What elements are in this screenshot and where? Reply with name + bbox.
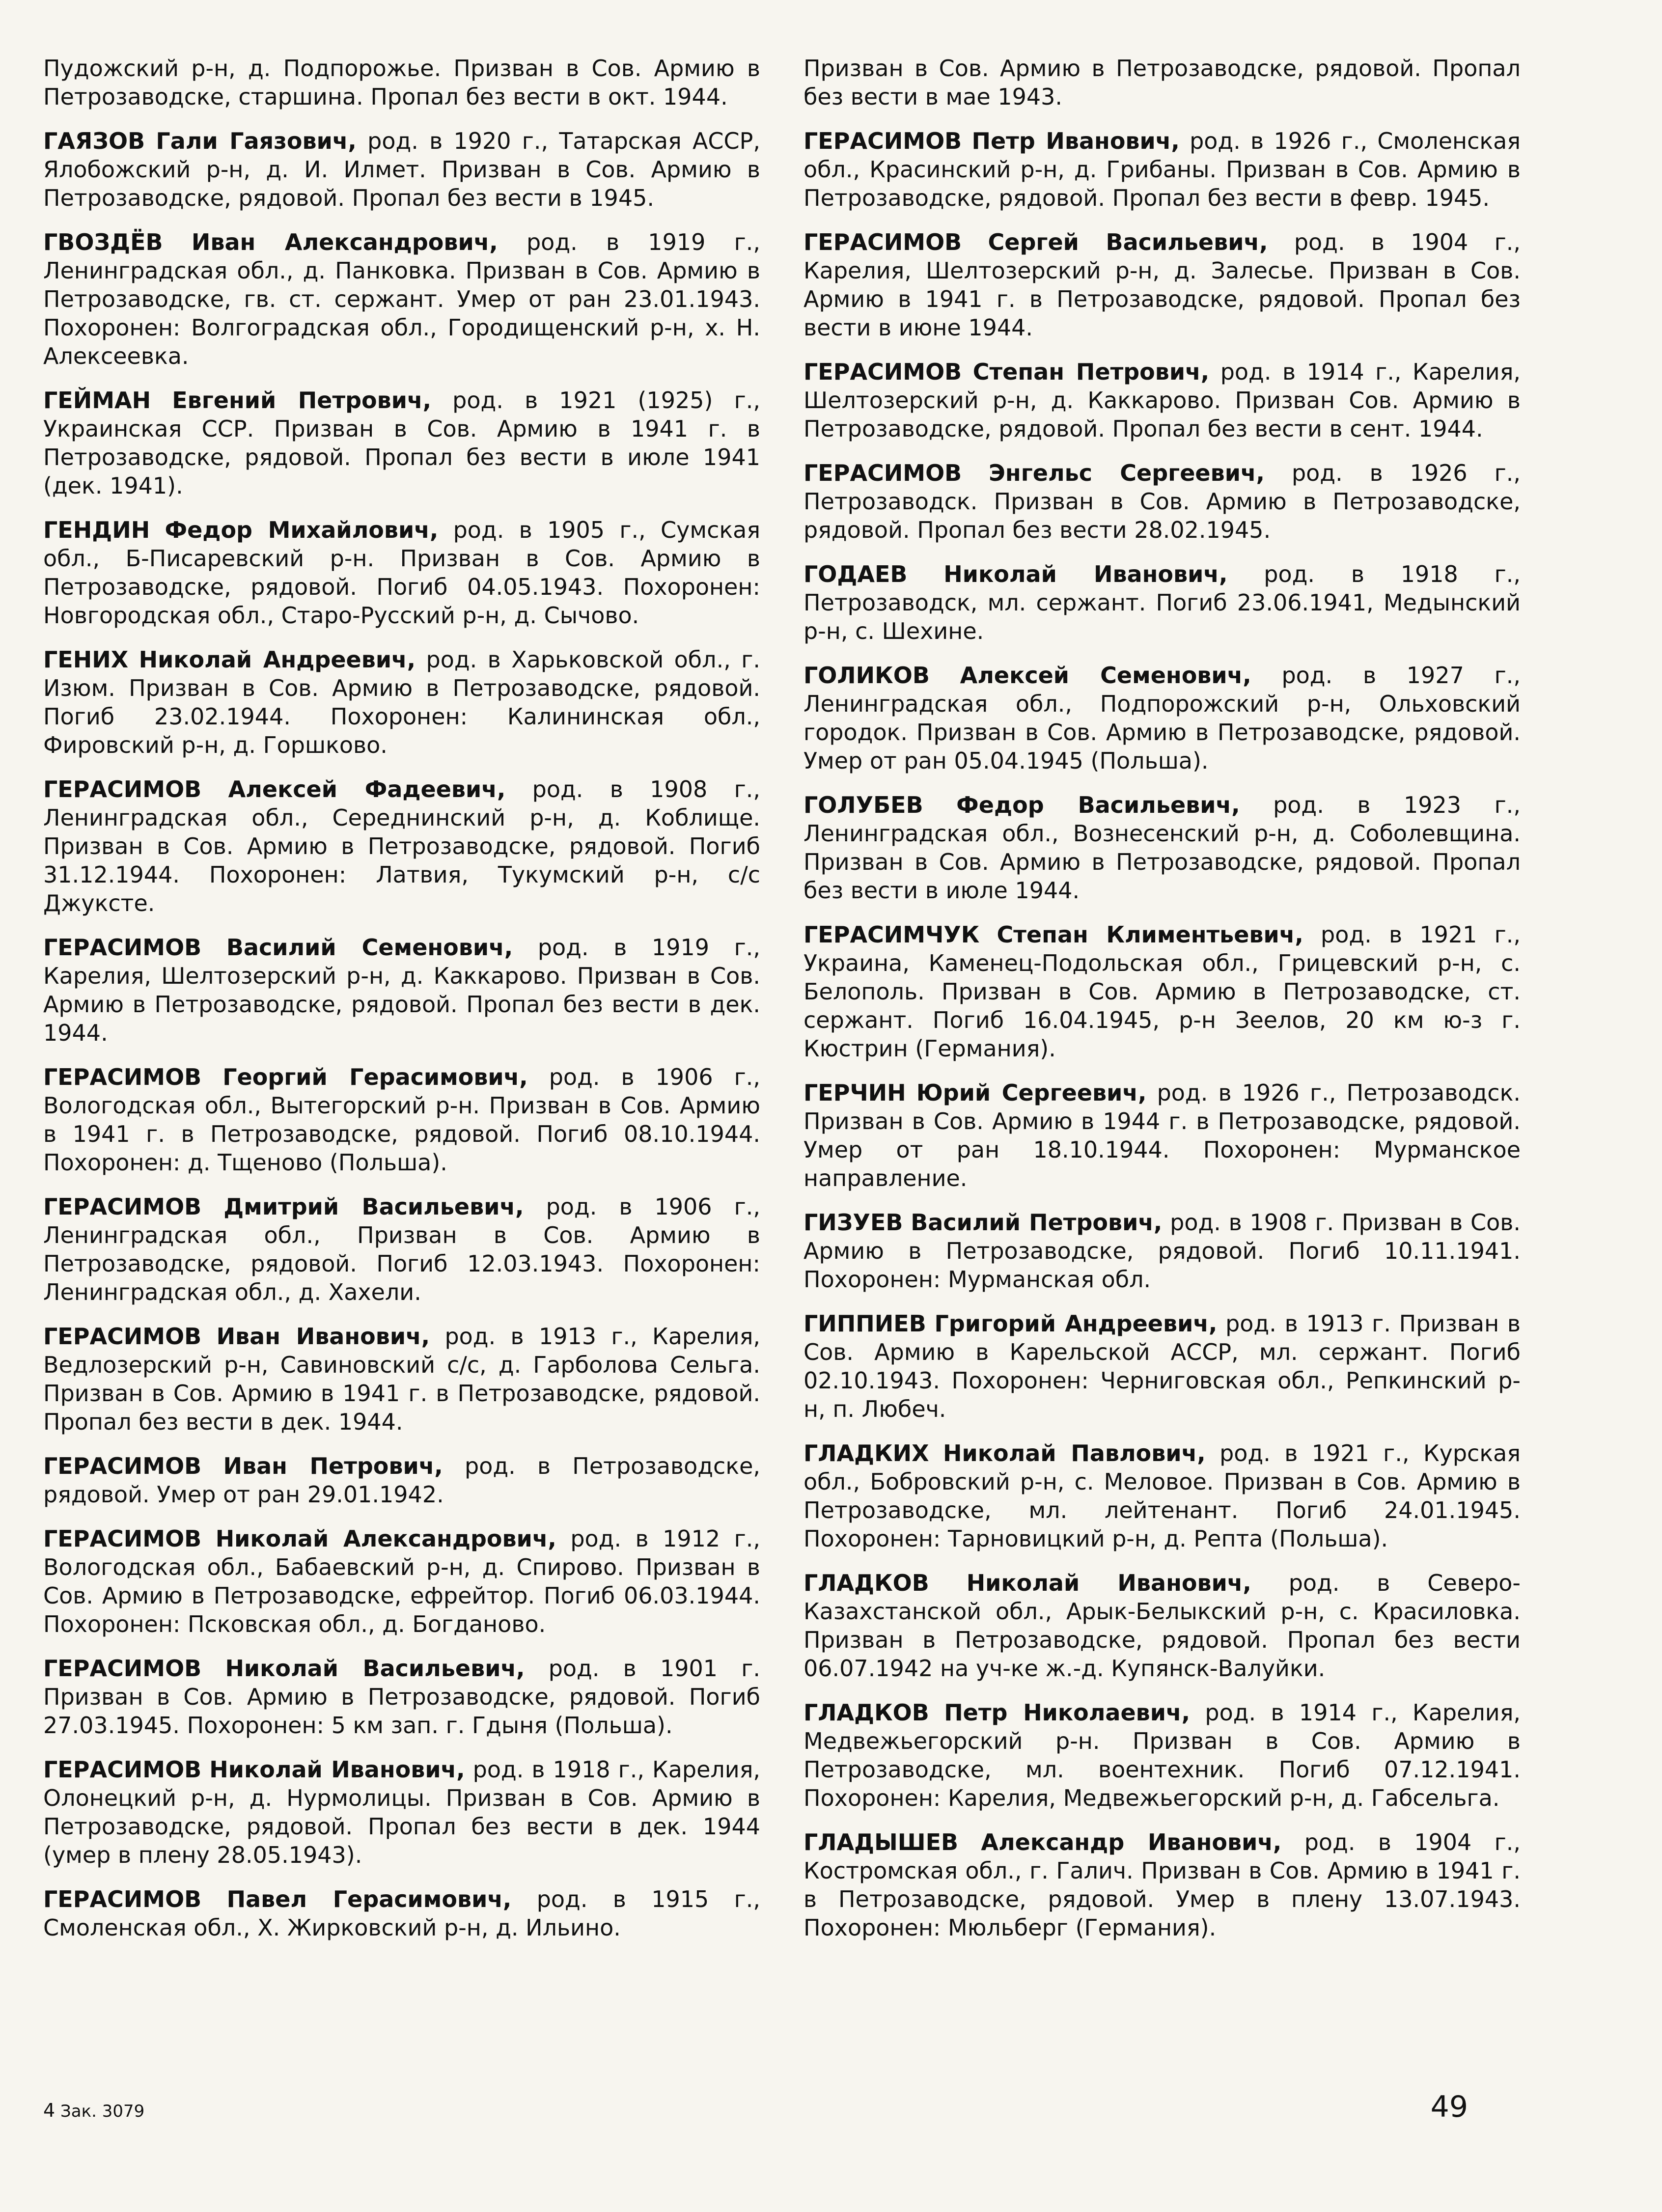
list-item [43,386,760,500]
entry-details: род. в Северо-Казахстанской обл., Арык-Белыкский р-н, с. Красиловка. Призван в Петрозаводске, рядовой. Пропал без вести 06.07.1942 на уч-ке ж.-д. Купянск-Валуйки. [803,1570,1521,1682]
entry-given-name: Степан Климентьевич, [997,921,1303,948]
entry-given-name: Алексей Семенович, [960,662,1251,689]
entry-surname: ГЕРАСИМОВ [43,1193,202,1220]
entry-surname: ГЕРАСИМОВ [43,1756,202,1783]
entry-given-name: Юрий Сергеевич, [916,1079,1147,1106]
list-item [43,1192,760,1306]
list-item [43,1322,760,1436]
signature-number: 4 [43,2100,55,2121]
entry-surname: ГЛАДКИХ [803,1440,929,1466]
order-note: Зак. 3079 [60,2101,145,2121]
entry-details: род. в 1926 г., Петрозаводск. Призван в Сов. Армию в Петрозаводске, рядовой. Пропал без вести 28.02.1945. [803,460,1521,543]
entry-details: род. в 1918 г., Петрозаводск, мл. сержант. Погиб 23.06.1941, Медынский р-н, с. Шехине. [803,561,1521,644]
entry-surname: ГЛАДЫШЕВ [803,1829,959,1855]
entry-surname: ГЕРАСИМОВ [803,128,962,154]
entry-given-name: Иван Иванович, [216,1323,430,1350]
entry-given-name: Николай Иванович, [943,561,1228,587]
entry-surname: ГЛАДКОВ [803,1570,929,1596]
entry-details: род. в 1915 г., Смоленская обл., Х. Жирковский р-н, д. Ильино. [43,1886,760,1941]
entry-details: род. в 1926 г., Петрозаводск. Призван в Сов. Армию в 1944 г. в Петрозаводске, рядовой. Умер от ран 18.10.1944. Похоронен: Мурманское направление. [803,1079,1521,1191]
entry-given-name: Федор Михайлович, [165,517,439,543]
list-item [43,933,760,1047]
left-column [43,54,760,1958]
entry-surname: ГЕНИХ [43,646,129,673]
entry-given-name: Георгий Герасимович, [222,1064,528,1090]
entry-given-name: Евгений Петрович, [172,387,432,414]
entry-given-name: Энгельс Сергеевич, [989,460,1265,486]
entry-details: род. в 1921 г., Курская обл., Бобровский р-н, с. Меловое. Призван в Сов. Армию в Петрозаводске, мл. лейтенант. Погиб 24.01.1945. Похоронен: Тарновицкий р-н, д. Репта (Польша). [803,1440,1521,1552]
entry-given-name: Дмитрий Васильевич, [223,1193,524,1220]
list-item [803,1078,1521,1192]
entry-surname: ГЕРАСИМОВ [43,1655,202,1682]
entry-given-name: Николай Иванович, [966,1570,1251,1596]
list-item [43,127,760,212]
list-item [43,1755,760,1869]
list-item [803,228,1521,342]
entry-details: род. в 1904 г., Костромская обл., г. Галич. Призван в Сов. Армию в 1941 г. в Петрозаводске, рядовой. Умер в плену 13.07.1943. Похоронен: Мюльберг (Германия). [803,1829,1521,1941]
list-item [803,459,1521,544]
continued-entry-text: Призван в Сов. Армию в Петрозаводске, рядовой. Пропал без вести в мае 1943. [803,55,1521,110]
list-item [43,516,760,630]
entry-surname: ГОДАЕВ [803,561,908,587]
list-item [43,1654,760,1740]
entry-given-name: Николай Иванович, [209,1756,465,1783]
entry-surname: ГЕРАСИМОВ [43,1064,202,1090]
entry-given-name: Гали Гаязович, [156,128,357,154]
right-column [803,54,1521,1958]
page-number: 49 [1430,2090,1468,2124]
entry-surname: ГВОЗДЁВ [43,229,163,255]
entry-given-name: Василий Семенович, [226,934,513,961]
list-item [803,358,1521,443]
entry-surname: ГЕРАСИМОВ [43,934,202,961]
entry-surname: ГЕРАСИМОВ [43,776,202,802]
list-item [803,661,1521,775]
printer-signature [43,2100,144,2121]
entry-details: род. в 1905 г., Сумская обл., Б-Писаревский р-н. Призван в Сов. Армию в Петрозаводске, рядовой. Погиб 04.05.1943. Похоронен: Новгородская обл., Старо-Русский р-н, д. Сычово. [43,517,761,629]
entry-details: род. в 1914 г., Карелия, Шелтозерский р-н, д. Каккарово. Призван Сов. Армию в Петрозаводске, рядовой. Пропал без вести в сент. 1944. [803,359,1521,442]
entry-surname: ГЕРАСИМОВ [43,1453,202,1479]
entry-given-name: Петр Николаевич, [944,1699,1191,1726]
entry-details: род. в 1926 г., Смоленская обл., Красинский р-н, д. Грибаны. Призван в Сов. Армию в Петрозаводске, рядовой. Пропал без вести в февр. 1945. [803,128,1521,211]
entry-surname: ГИЗУЕВ [803,1209,903,1236]
entry-surname: ГЕРАСИМОВ [803,359,962,385]
entry-given-name: Павел Герасимович, [226,1886,512,1912]
list-item [803,1828,1521,1942]
entry-details: род. в 1912 г., Вологодская обл., Бабаевский р-н, д. Спирово. Призван в Сов. Армию в Петрозаводске, ефрейтор. Погиб 06.03.1944. Похоронен: Псковская обл., д. Богданово. [43,1525,760,1637]
list-item [43,1063,760,1177]
entry-surname: ГИППИЕВ [803,1310,926,1337]
entry-given-name: Николай Андреевич, [138,646,416,673]
entry-given-name: Алексей Фадеевич, [228,776,506,802]
entry-details: род. в Петрозаводске, рядовой. Умер от ран 29.01.1942. [43,1453,761,1508]
entry-given-name: Александр Иванович, [981,1829,1282,1855]
list-item [43,228,760,370]
entry-details: род. в 1920 г., Татарская АССР, Ялобожский р-н, д. И. Илмет. Призван в Сов. Армию в Петрозаводске, рядовой. Пропал без вести в 1945. [43,128,761,211]
entry-surname: ГОЛУБЕВ [803,792,923,818]
entry-details: род. в 1914 г., Карелия, Медвежьегорский р-н. Призван в Сов. Армию в Петрозаводске, мл. воентехник. Погиб 07.12.1941. Похоронен: Карелия, Медвежьегорский р-н, д. Габсельга. [803,1699,1521,1811]
entry-given-name: Григорий Андреевич, [934,1310,1218,1337]
entry-details: род. в 1921 г., Украина, Каменец-Подольская обл., Грицевский р-н, с. Белополь. Призван в Сов. Армию в Петрозаводске, ст. сержант. Погиб 16.04.1945, р-н Зеелов, 20 км ю-з г. Кюстрин (Германия). [803,921,1521,1062]
entry-given-name: Сергей Васильевич, [988,229,1268,255]
entry-given-name: Василий Петрович, [911,1209,1163,1236]
entry-details: род. в 1921 (1925) г., Украинская ССР. Призван в Сов. Армию в 1941 г. в Петрозаводске, рядовой. Пропал без вести в июле 1941 (дек. 1941). [43,387,760,499]
list-item [803,1439,1521,1553]
entry-given-name: Иван Александрович, [191,229,498,255]
entry-details: род. в 1906 г., Ленинградская обл., Призван в Сов. Армию в Петрозаводске, рядовой. Погиб 12.03.1943. Похоронен: Ленинградская обл., д. Хахели. [43,1193,760,1305]
entry-given-name: Николай Павлович, [943,1440,1206,1466]
entry-given-name: Николай Васильевич, [225,1655,525,1682]
entry-surname: ГЕРАСИМОВ [43,1323,202,1350]
entry-given-name: Петр Иванович, [971,128,1180,154]
entry-details: род. в 1919 г., Ленинградская обл., д. Панковка. Призван в Сов. Армию в Петрозаводске, гв. ст. сержант. Умер от ран 23.01.1943. Похоронен: Волгоградская обл., Городищенский р-н, х. Н. Алексеевка. [43,229,760,369]
entry-details: род. в 1904 г., Карелия, Шелтозерский р-н, д. Залесье. Призван в Сов. Армию в 1941 г. в Петрозаводске, рядовой. Пропал без вести в июне 1944. [803,229,1521,341]
entry-surname: ГЕРАСИМОВ [803,229,962,255]
entry-surname: ГЕРАСИМОВ [803,460,962,486]
entry-given-name: Федор Васильевич, [956,792,1240,818]
entry-surname: ГАЯЗОВ [43,128,145,154]
entry-details: род. в 1927 г., Ленинградская обл., Подпорожский р-н, Ольховский городок. Призван в Сов. Армию в Петрозаводске, рядовой. Умер от ран 05.04.1945 (Польша). [803,662,1521,774]
list-item [803,560,1521,645]
entry-details: род. в 1923 г., Ленинградская обл., Вознесенский р-н, д. Соболевщина. Призван в Сов. Армию в Петрозаводске, рядовой. Пропал без вести в июле 1944. [803,792,1521,904]
entry-given-name: Иван Петрович, [223,1453,443,1479]
entry-details: род. в 1918 г., Карелия, Олонецкий р-н, д. Нурмолицы. Призван в Сов. Армию в Петрозаводске, рядовой. Пропал без вести в дек. 1944 (умер в плену 28.05.1943). [43,1756,760,1868]
entry-details: род. в 1913 г. Призван в Сов. Армию в Карельской АССР, мл. сержант. Погиб 02.10.1943. Похоронен: Черниговская обл., Репкинский р-н, п. Любеч. [803,1310,1521,1422]
entry-details: род. в 1919 г., Карелия, Шелтозерский р-н, д. Каккарово. Призван в Сов. Армию в Петрозаводске, рядовой. Пропал без вести в дек. 1944. [43,934,761,1046]
list-item [43,645,760,759]
entry-surname: ГЕРЧИН [803,1079,906,1106]
list-item [43,1885,760,1942]
continued-entry-text: Пудожский р-н, д. Подпорожье. Призван в Сов. Армию в Петрозаводске, старшина. Пропал без вести в окт. 1944. [43,55,760,110]
entry-surname: ГЛАДКОВ [803,1699,929,1726]
entry-details: род. в 1913 г., Карелия, Ведлозерский р-н, Савиновский с/с, д. Гарболова Сельга. Призван в Сов. Армию в 1941 г. в Петрозаводске, рядовой. Пропал без вести в дек. 1944. [43,1323,760,1435]
list-item [803,920,1521,1063]
list-item [803,791,1521,905]
list-item [43,775,760,917]
entry-details: род. в Харьковской обл., г. Изюм. Призван в Сов. Армию в Петрозаводске, рядовой. Погиб 23.02.1944. Похоронен: Калининская обл., Фировский р-н, д. Горшково. [43,646,760,758]
list-item [803,1569,1521,1683]
list-item [43,1524,760,1638]
entry-given-name: Николай Александрович, [215,1525,556,1552]
entry-details: род. в 1908 г. Призван в Сов. Армию в Петрозаводске, рядовой. Погиб 10.11.1941. Похоронен: Мурманская обл. [803,1209,1521,1293]
entry-surname: ГЕЙМАН [43,387,151,414]
entry-surname: ГЕНДИН [43,517,150,543]
list-item [803,1309,1521,1423]
entry-details: род. в 1901 г. Призван в Сов. Армию в Петрозаводске, рядовой. Погиб 27.03.1945. Похоронен: 5 км зап. г. Гдыня (Польша). [43,1655,760,1739]
entry-surname: ГЕРАСИМЧУК [803,921,980,948]
entry-surname: ГОЛИКОВ [803,662,930,689]
entry-surname: ГЕРАСИМОВ [43,1525,202,1552]
list-item [803,1208,1521,1294]
list-item [803,1698,1521,1812]
entry-details: род. в 1906 г., Вологодская обл., Вытегорский р-н. Призван в Сов. Армию в 1941 г. в Петрозаводске, рядовой. Погиб 08.10.1944. Похоронен: д. Тщеново (Польша). [43,1064,760,1176]
entry-surname: ГЕРАСИМОВ [43,1886,202,1912]
list-item [43,1452,760,1509]
entry-given-name: Степан Петрович, [972,359,1210,385]
list-item [803,127,1521,212]
entry-details: род. в 1908 г., Ленинградская обл., Середнинский р-н, д. Коблище. Призван в Сов. Армию в Петрозаводске, рядовой. Погиб 31.12.1944. Похоронен: Латвия, Тукумский р-н, с/с Джукстe. [43,776,760,916]
